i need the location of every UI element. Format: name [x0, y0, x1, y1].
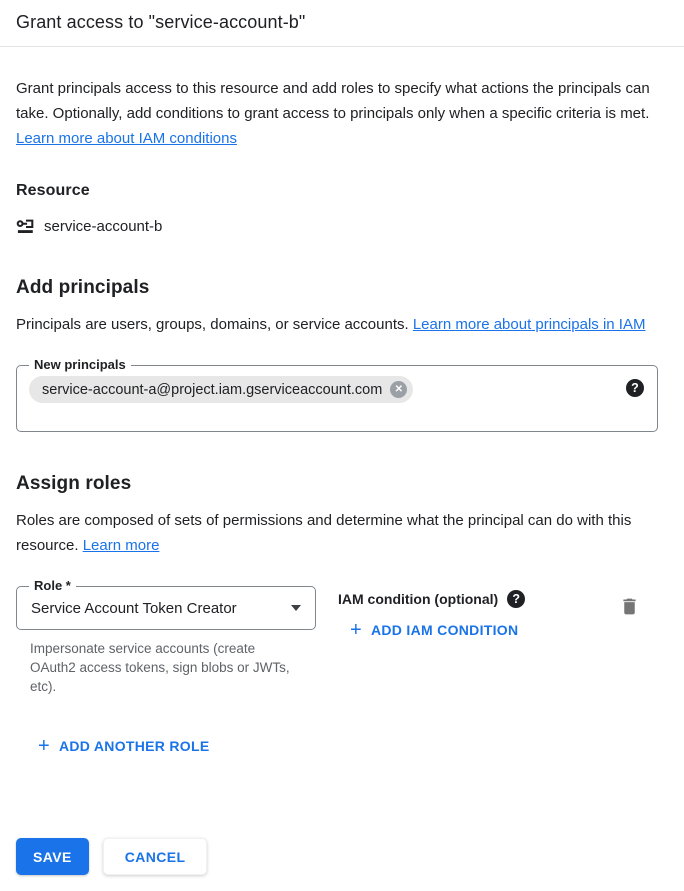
- role-help-text: Impersonate service accounts (create OAuth2 access tokens, sign blobs or JWTs, etc).: [30, 641, 290, 694]
- role-selected-value: Service Account Token Creator: [31, 599, 237, 617]
- intro-paragraph: [16, 76, 664, 151]
- roles-learn-more-link[interactable]: Learn more: [82, 537, 160, 554]
- iam-condition-label: IAM condition (optional): [338, 591, 499, 607]
- trash-icon: [619, 596, 640, 617]
- role-select[interactable]: [16, 578, 316, 630]
- role-label: Role *: [29, 578, 76, 594]
- principal-chip-text: service-account-a@project.iam.gserviceaccount.com: [42, 381, 383, 398]
- intro-text: Grant principals access to this resource and add roles to specify what actions the principals can take. Optionally, add conditions to grant access to principals only when a specific criteria is met.: [16, 80, 650, 122]
- add-iam-condition-button[interactable]: [342, 616, 526, 644]
- cancel-button[interactable]: CANCEL: [103, 838, 208, 875]
- new-principals-label: New principals: [29, 357, 131, 373]
- assign-roles-description: [16, 508, 664, 558]
- save-button[interactable]: SAVE: [16, 838, 89, 875]
- resource-row: [16, 217, 668, 236]
- principals-desc-text: Principals are users, groups, domains, or service accounts.: [16, 316, 413, 333]
- principal-chip: [29, 376, 413, 403]
- iam-condition-column: [338, 586, 526, 644]
- iam-conditions-link[interactable]: Learn more about IAM conditions: [16, 130, 237, 147]
- plus-icon: +: [350, 619, 362, 641]
- dropdown-caret-icon: [291, 605, 301, 611]
- service-account-icon: [16, 217, 35, 236]
- chip-remove-icon[interactable]: ✕: [390, 381, 407, 398]
- assign-roles-heading: Assign roles: [16, 473, 132, 494]
- role-row: [16, 578, 668, 696]
- new-principals-field[interactable]: [16, 357, 658, 432]
- iam-condition-help-icon[interactable]: ?: [507, 590, 525, 608]
- principals-help-icon[interactable]: ?: [626, 379, 644, 397]
- add-another-role-button[interactable]: [30, 732, 218, 760]
- resource-name: service-account-b: [44, 218, 163, 235]
- dialog-title: Grant access to "service-account-b": [16, 12, 306, 32]
- resource-heading: Resource: [16, 182, 90, 199]
- dialog-header: [0, 0, 684, 47]
- principals-link[interactable]: Learn more about principals in IAM: [412, 316, 646, 333]
- dialog-content: [0, 76, 684, 760]
- add-principals-heading: Add principals: [16, 277, 150, 298]
- plus-icon: +: [38, 735, 50, 757]
- add-principals-description: [16, 312, 664, 337]
- iam-condition-label-row: [338, 590, 526, 608]
- delete-role-button[interactable]: [617, 594, 642, 619]
- roles-desc-text: Roles are composed of sets of permissions and determine what the principal can do with this resource.: [16, 512, 632, 554]
- dialog-actions: [16, 838, 207, 875]
- add-another-role-label: ADD ANOTHER ROLE: [58, 738, 210, 754]
- add-iam-condition-label: ADD IAM CONDITION: [370, 622, 519, 638]
- role-column: [16, 578, 316, 696]
